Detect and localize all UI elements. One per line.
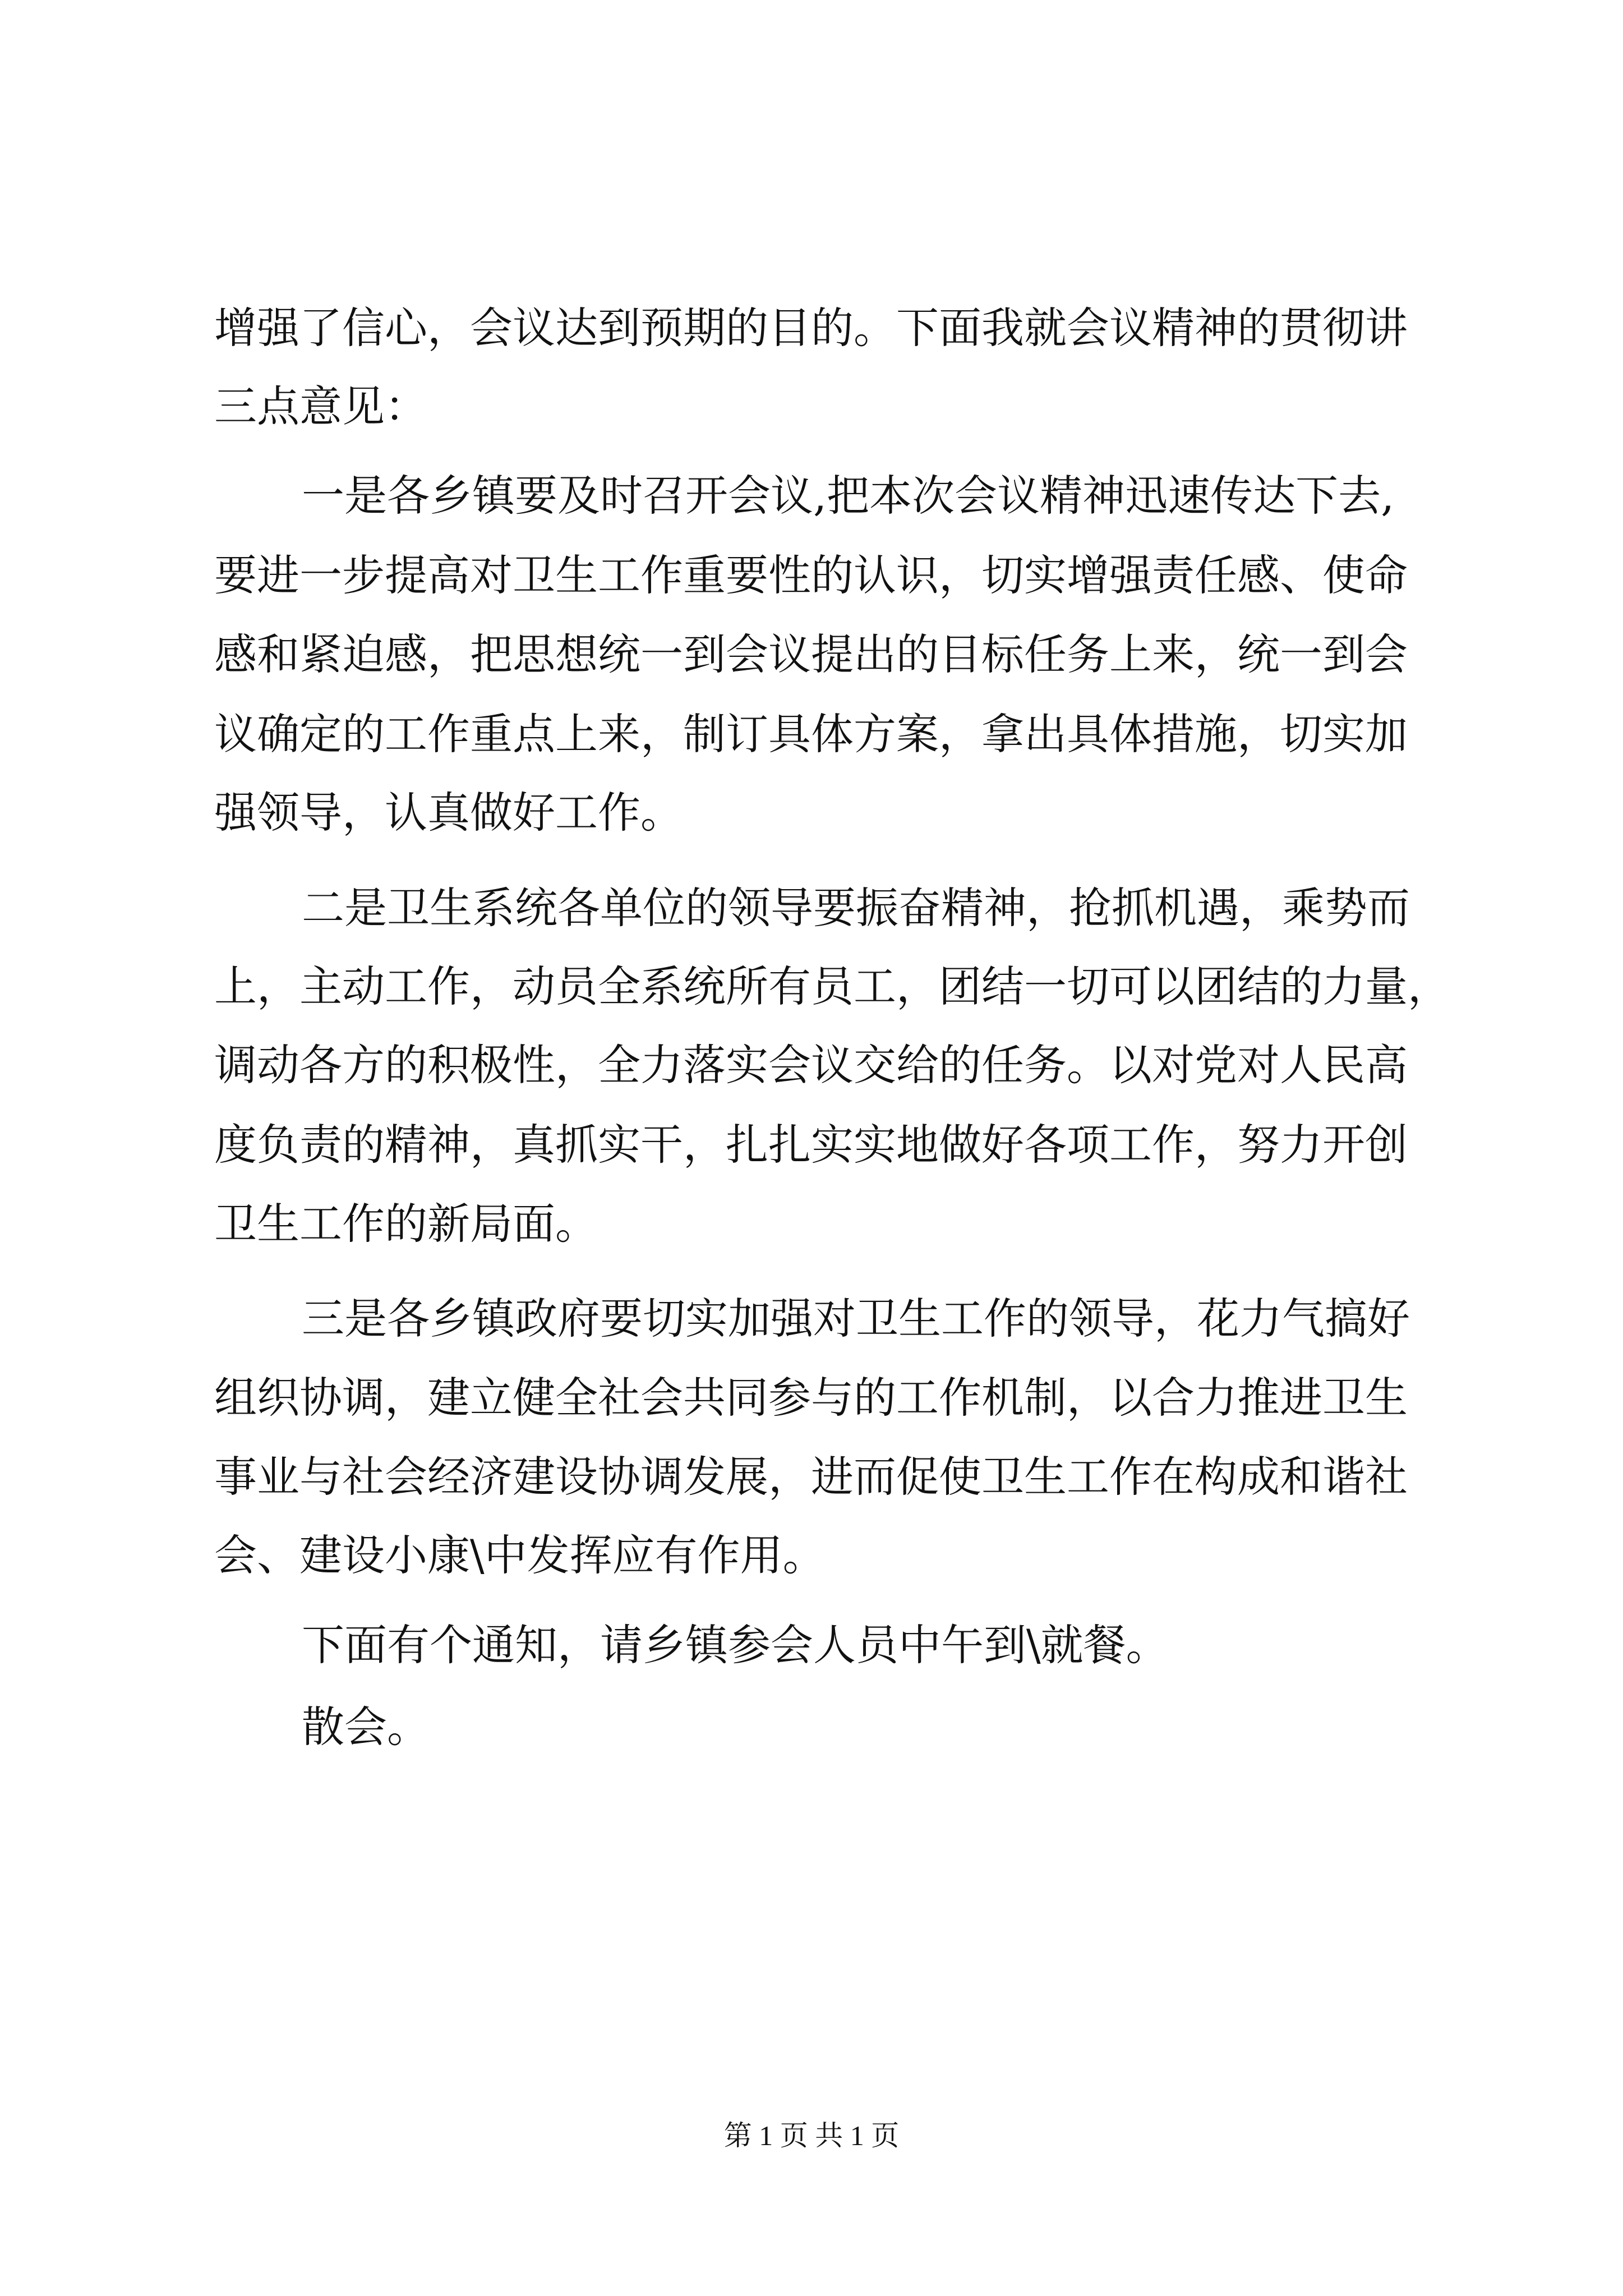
- body-line-18: 散会。: [302, 1702, 430, 1752]
- body-line-10: 调动各方的积极性，全力落实会议交给的任务。以对党对人民高: [214, 1040, 1408, 1090]
- body-line-1: 增强了信心，会议达到预期的目的。下面我就会议精神的贯彻讲: [214, 303, 1408, 353]
- body-line-9: 上，主动工作，动员全系统所有员工，团结一切可以团结的力量，: [214, 961, 1450, 1011]
- body-line-13: 三是各乡镇政府要切实加强对卫生工作的领导，花力气搞好: [302, 1294, 1410, 1343]
- body-line-3: 一是各乡镇要及时召开会议,把本次会议精神迅速传达下去,: [302, 471, 1395, 521]
- page-number-footer: 第 1 页 共 1 页: [723, 2120, 900, 2151]
- body-line-12: 卫生工作的新局面。: [214, 1199, 598, 1249]
- body-line-15: 事业与社会经济建设协调发展，进而促使卫生工作在构成和谐社: [214, 1452, 1408, 1502]
- body-line-11: 度负责的精神，真抓实干，扎扎实实地做好各项工作，努力开创: [214, 1120, 1408, 1170]
- body-line-17: 下面有个通知，请乡镇参会人员中午到\就餐。: [302, 1620, 1169, 1670]
- body-line-8: 二是卫生系统各单位的领导要振奋精神，抢抓机遇，乘势而: [302, 883, 1410, 933]
- body-line-4: 要进一步提高对卫生工作重要性的认识，切实增强责任感、使命: [214, 550, 1408, 600]
- body-line-16: 会、建设小康\中发挥应有作用。: [214, 1530, 826, 1580]
- body-line-6: 议确定的工作重点上来，制订具体方案，拿出具体措施，切实加: [214, 709, 1408, 759]
- body-line-5: 感和紧迫感，把思想统一到会议提出的目标任务上来，统一到会: [214, 629, 1408, 679]
- body-line-7: 强领导，认真做好工作。: [214, 788, 683, 838]
- body-line-2: 三点意见：: [214, 381, 427, 431]
- body-line-14: 组织协调，建立健全社会共同参与的工作机制，以合力推进卫生: [214, 1373, 1408, 1423]
